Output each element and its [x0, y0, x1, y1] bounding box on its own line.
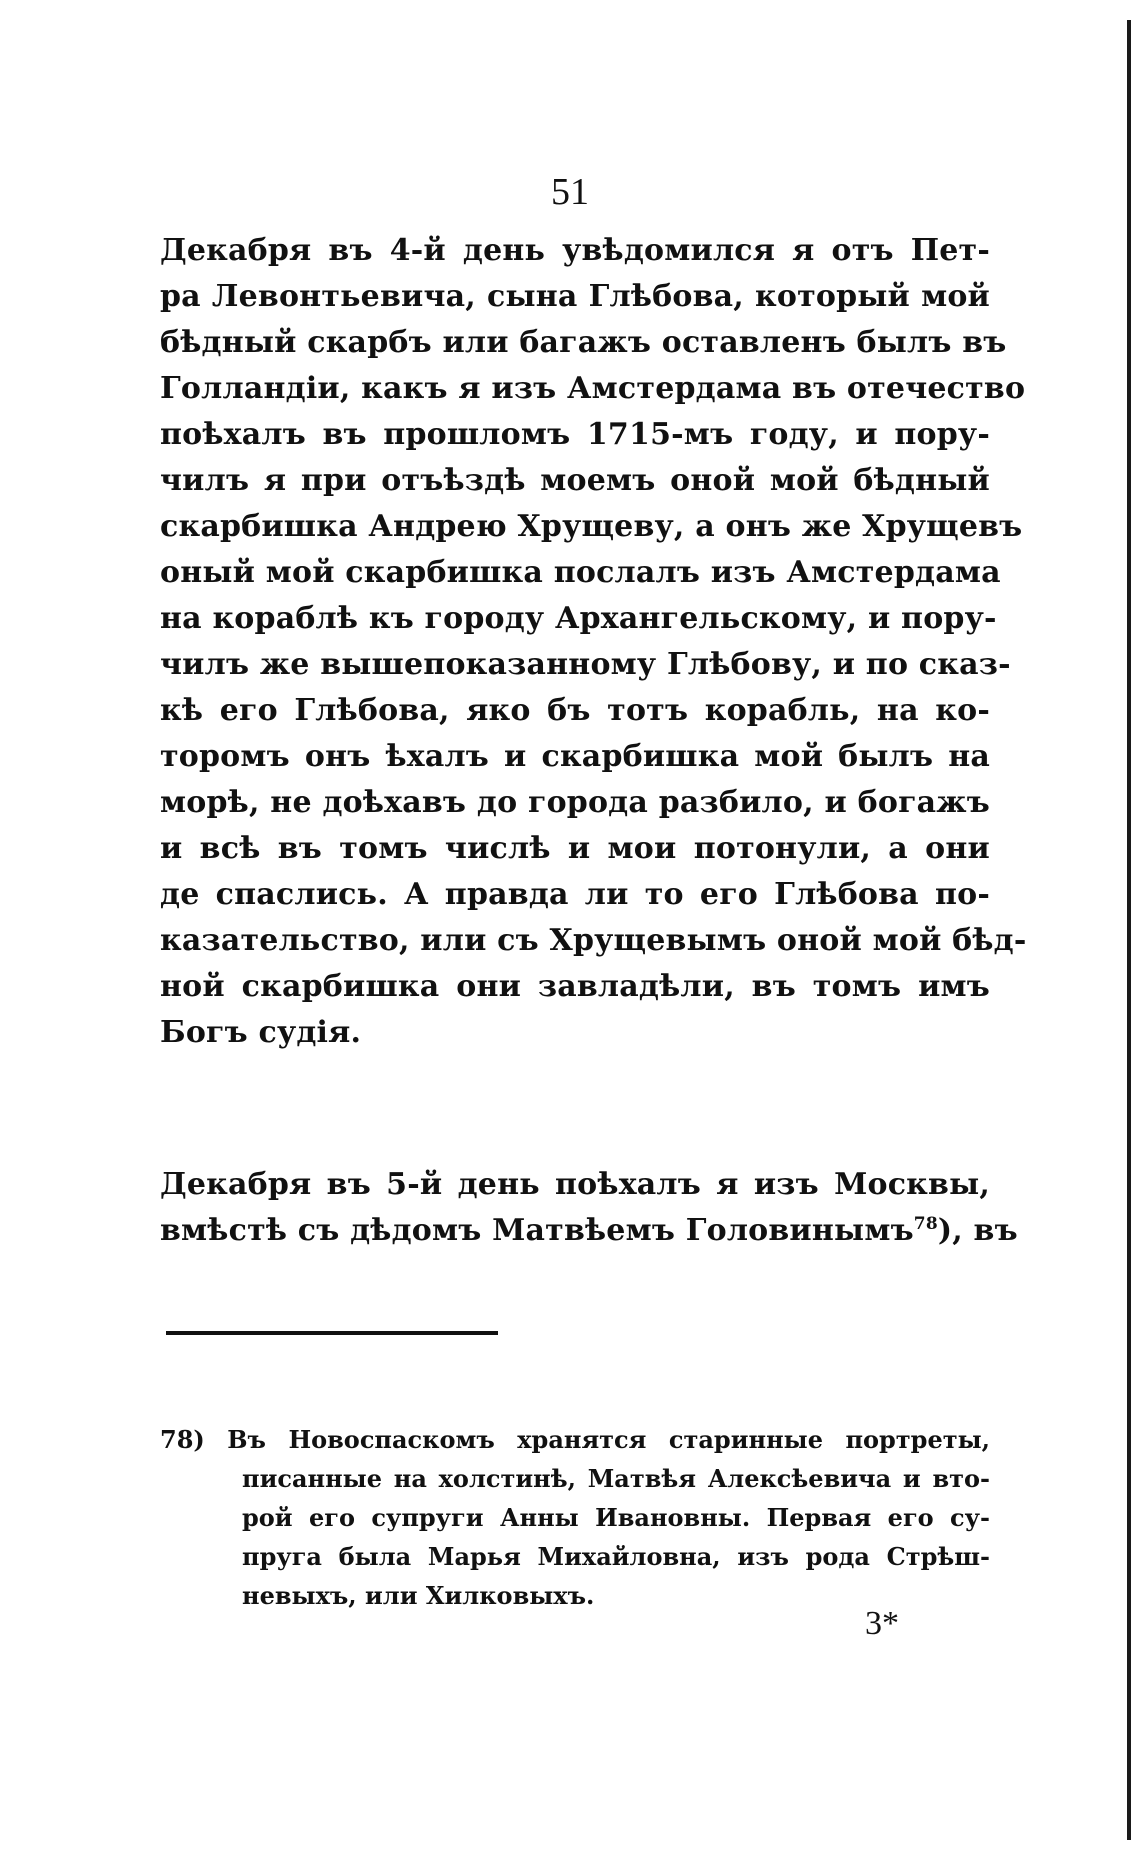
text-line: казательство, или съ Хрущевымъ оной мой бѣд-	[160, 923, 1027, 958]
text-line: морѣ, не доѣхавъ до города разбило, и богажъ	[160, 785, 990, 820]
footnote-line: рой его супруги Анны Ивановны. Первая его су-	[242, 1503, 990, 1532]
page-number: 51	[551, 171, 589, 213]
text-line: ной скарбишка они завладѣли, въ томъ имъ	[160, 969, 990, 1004]
text-line: поѣхалъ въ прошломъ 1715-мъ году, и пору-	[160, 417, 990, 452]
text-line: на кораблѣ къ городу Архангельскому, и пору-	[160, 601, 997, 636]
text-line: Декабря въ 5-й день поѣхалъ я изъ Москвы,	[160, 1167, 990, 1202]
text-line: бѣдный скарбъ или багажъ оставленъ былъ въ	[160, 325, 1007, 360]
text-line: де спаслись. А правда ли то его Глѣбова по-	[160, 877, 990, 912]
text-line: скарбишка Андрею Хрущеву, а онъ же Хрущевъ	[160, 509, 1023, 544]
footnote-marker: 78)	[160, 1425, 205, 1454]
footnote-text: Въ Новоспаскомъ хранятся старинные портреты,	[227, 1425, 991, 1454]
text-line: Декабря въ 4-й день увѣдомился я отъ Пет-	[160, 233, 990, 268]
footnote-line: невыхъ, или Хилковыхъ.	[242, 1581, 595, 1610]
footnote	[160, 1420, 990, 1615]
text-line: чилъ же вышепоказанному Глѣбову, и по сказ-	[160, 647, 1011, 682]
paragraph-2	[160, 1162, 1018, 1254]
signature-mark: 3*	[865, 1605, 899, 1642]
footnote-line	[160, 1420, 990, 1459]
text-segment: ), въ	[937, 1213, 1018, 1248]
footnote-line: писанные на холстинѣ, Матвѣя Алексѣевича и вто-	[242, 1464, 990, 1493]
footnote-line: пруга была Марья Михайловна, изъ рода Стрѣш-	[242, 1542, 990, 1571]
text-segment: вмѣстѣ съ дѣдомъ Матвѣемъ Головинымъ	[160, 1213, 914, 1248]
text-line: кѣ его Глѣбова, яко бъ тотъ корабль, на ко-	[160, 693, 990, 728]
footnote-separator-rule	[166, 1331, 498, 1335]
text-line: Богъ судія.	[160, 1015, 362, 1050]
text-line: чилъ я при отъѣздѣ моемъ оной мой бѣдный	[160, 463, 990, 498]
text-line	[160, 1208, 1018, 1254]
text-line: и всѣ въ томъ числѣ и мои потонули, а они	[160, 831, 990, 866]
text-line: оный мой скарбишка послалъ изъ Амстердама	[160, 555, 1001, 590]
page-edge-shadow	[1127, 20, 1131, 1840]
text-line: ра Левонтьевича, сына Глѣбова, который мой	[160, 279, 990, 314]
paragraph-1	[160, 228, 1027, 1056]
text-line: Голландіи, какъ я изъ Амстердама въ отечество	[160, 371, 1026, 406]
text-line: торомъ онъ ѣхалъ и скарбишка мой былъ на	[160, 739, 990, 774]
footnote-reference: 78	[913, 1214, 938, 1234]
